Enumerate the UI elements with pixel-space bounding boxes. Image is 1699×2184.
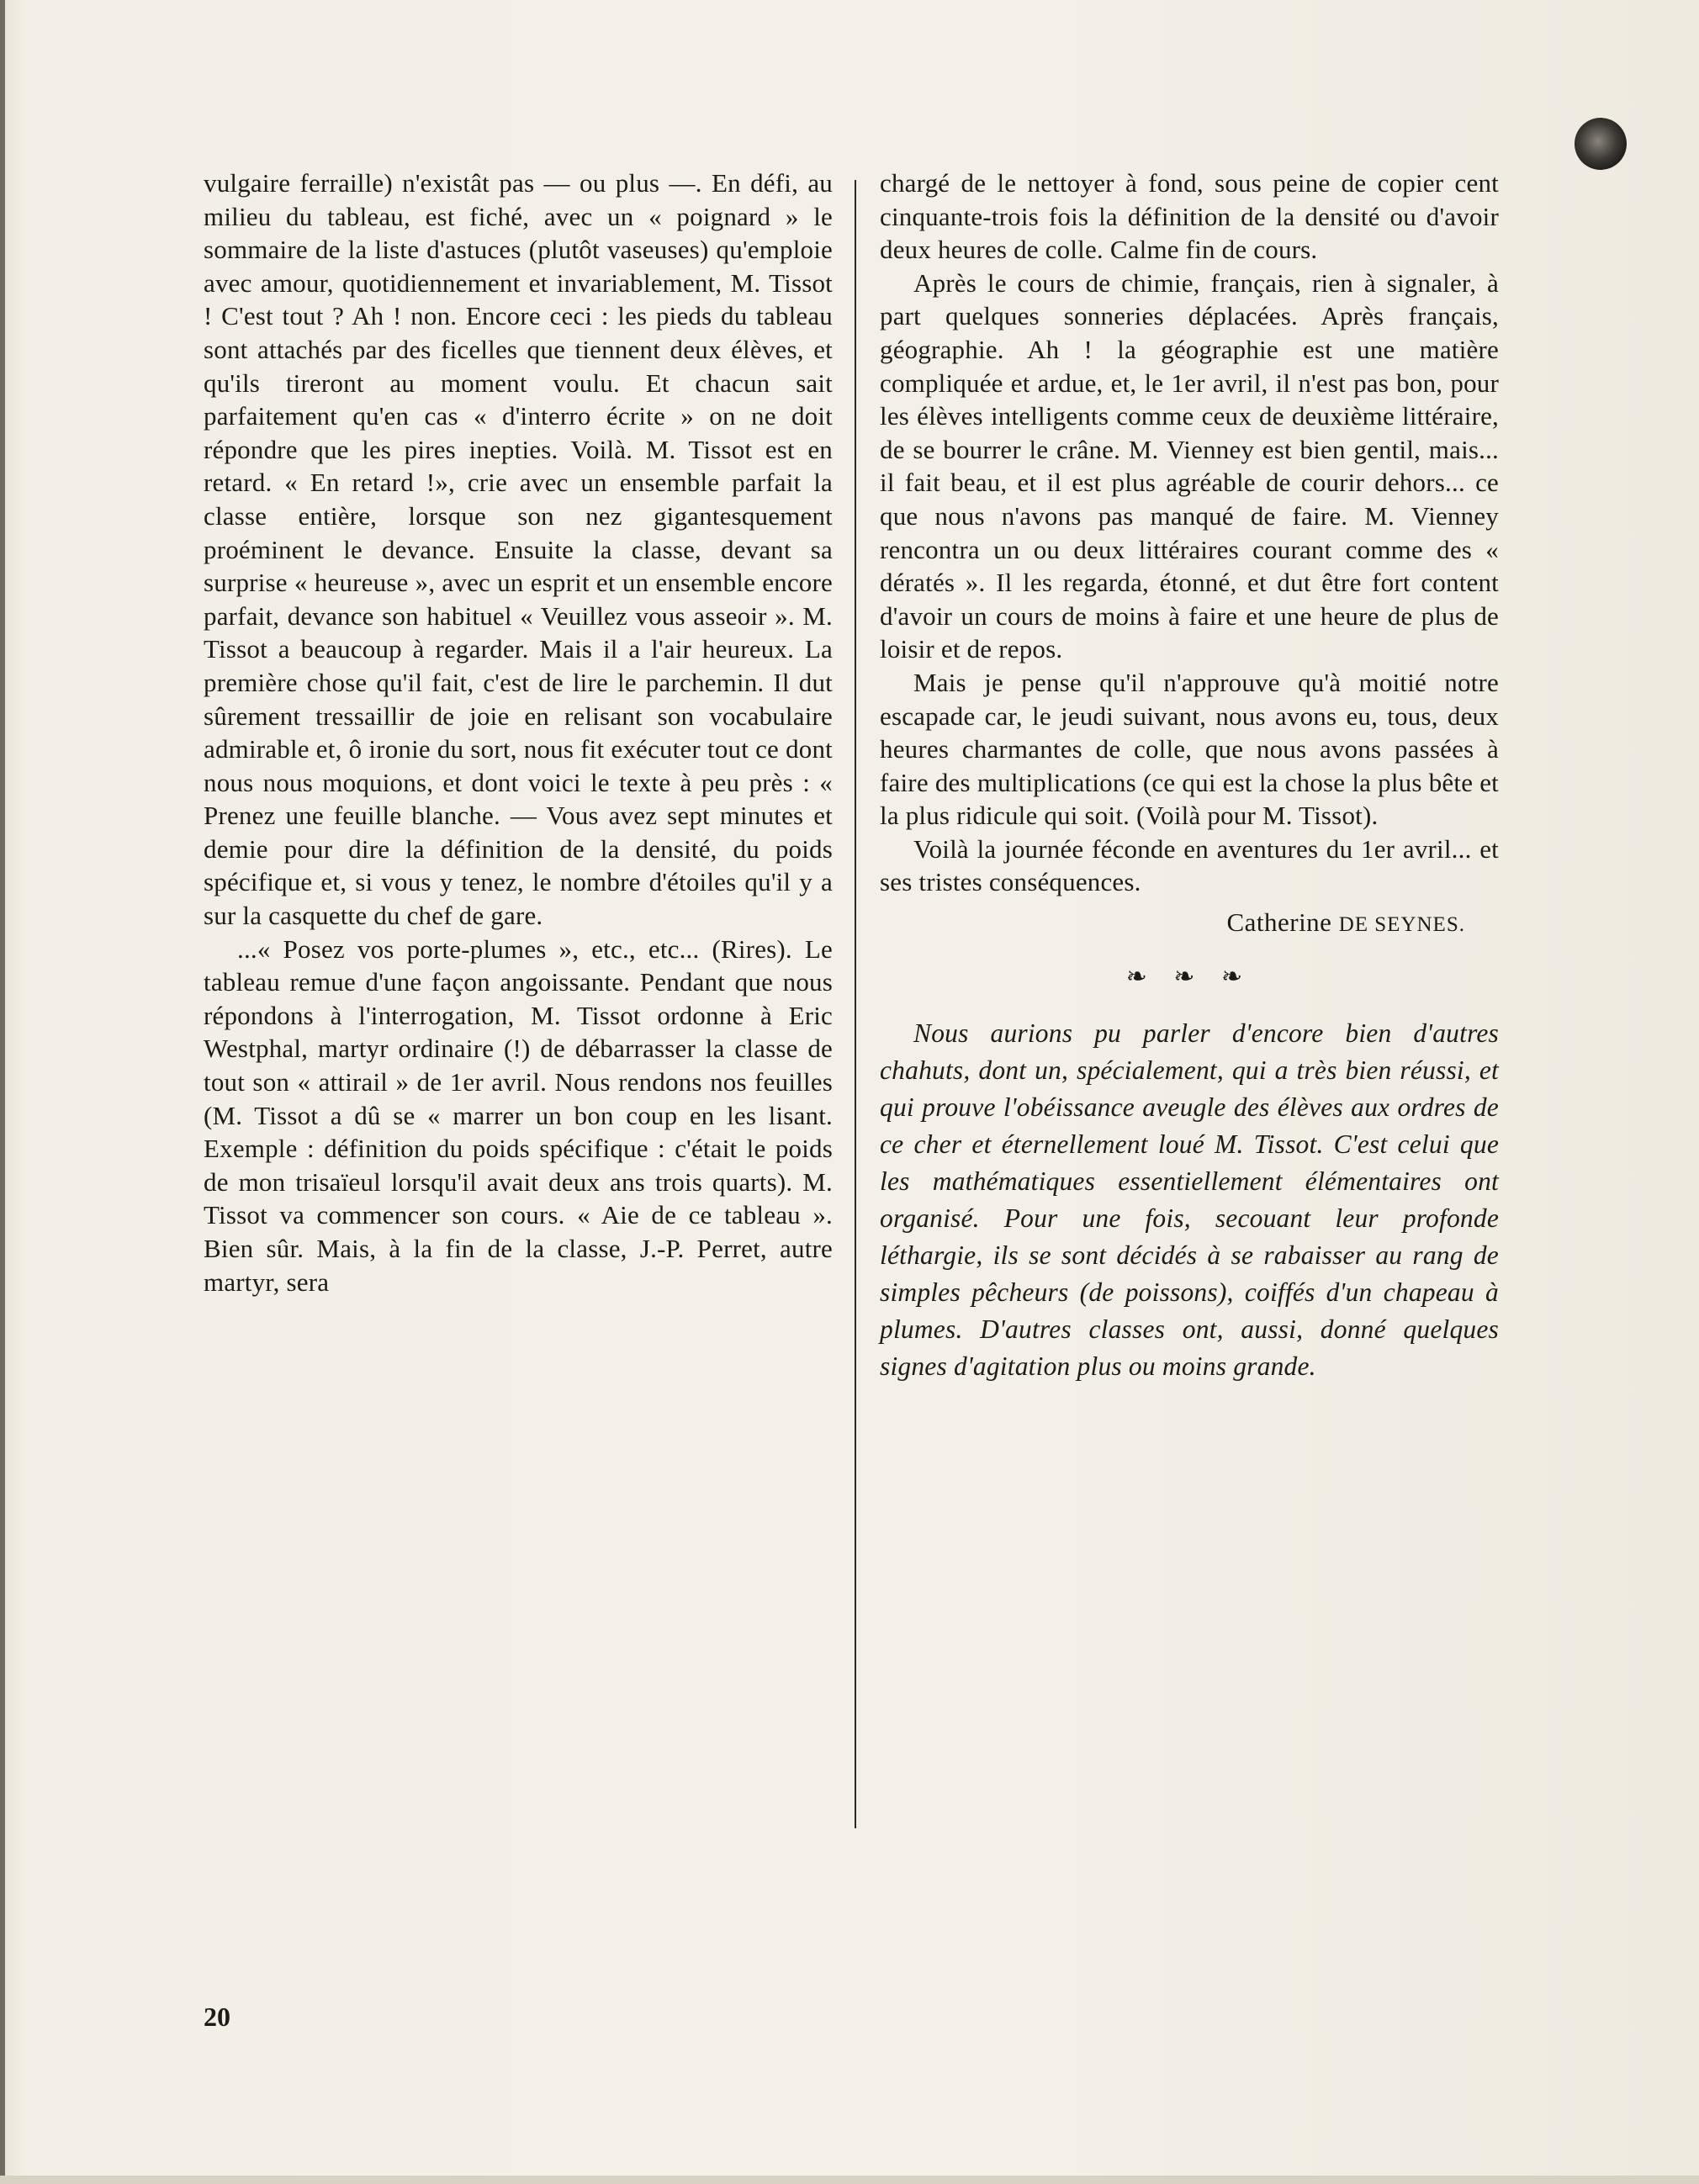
punch-hole [1575, 118, 1627, 170]
page-binding-edge [0, 0, 5, 2184]
right-paragraph-3: Mais je pense qu'il n'approuve qu'à moitié notre escapade car, le jeudi suivant, nous avons eu, tous, deux heures charmantes de colle, que nous avons passées à faire des multiplications (ce qui est la chose la plus bête et la plus ridicule qui soit. (Voilà pour M. Tissot). [880, 667, 1499, 831]
section-ornament: ❧ ❧ ❧ [1125, 962, 1253, 991]
left-paragraph-2: ...« Posez vos porte-plumes », etc., etc... (Rires). Le tableau remue d'une façon angoissante. Pendant que nous répondons à l'interrogation, M. Tissot ordonne à Eric Westphal, martyr ordinaire (!) de débarrasser la classe de tout son « attirail » de 1er avril. Nous rendons nos feuilles (M. Tissot a dû se « marrer un bon coup en les lisant. Exemple : définition du poids spécifique : c'était le poids de mon trisaïeul lorsqu'il avait deux ans trois quarts). M. Tissot va commencer son cours. « Aie de ce tableau ». Bien sûr. Mais, à la fin de la classe, J.-P. Perret, autre martyr, sera [204, 933, 833, 1297]
column-divider [855, 180, 856, 1828]
author-last-name: DE SEYNES. [1338, 913, 1465, 937]
right-paragraph-1: chargé de le nettoyer à fond, sous peine de copier cent cinquante-trois fois la définition de la densité ou d'avoir deux heures de colle. Calme fin de cours. [880, 168, 1499, 265]
right-text-column [880, 167, 1499, 1385]
right-paragraph-4: Voilà la journée féconde en aventures du 1er avril... et ses tristes conséquences. [880, 833, 1499, 897]
editorial-note: Nous aurions pu parler d'encore bien d'autres chahuts, dont un, spécialement, qui a très bien réussi, et qui prouve l'obéissance aveugle des élèves aux ordres de ce cher et éternellement loué M. Tissot. C'est celui que les mathématiques essentiellement élémentaires ont organisé. Pour une fois, secouant leur profonde léthargie, ils se sont décidés à se rabaisser au rang de simples pêcheurs (de poissons), coiffés d'un chapeau à plumes. D'autres classes ont, aussi, donné quelques signes d'agitation plus ou moins grande. [880, 1018, 1499, 1382]
page-bottom-edge [0, 2176, 1699, 2184]
page-number: 20 [204, 2002, 230, 2032]
left-text-column [204, 167, 833, 1298]
author-signature [880, 906, 1499, 942]
right-paragraph-2: Après le cours de chimie, français, rien à signaler, à part quelques sonneries déplacées. Après français, géographie. Ah ! la géographie est une matière compliquée et ardue, et, le 1er avril, il n'est pas bon, pour les élèves intelligents comme ceux de deuxième littéraire, de se bourrer le crâne. M. Vienney est bien gentil, mais... il fait beau, et il est plus agréable de courir dehors... ce que nous n'avons pas manqué de faire. M. Vienney rencontra un ou deux littéraires courant comme des « dératés ». Il les regarda, étonné, et dut être fort content d'avoir un cours de moins à faire et une heure de plus de loisir et de repos. [880, 267, 1499, 664]
left-paragraph-1: vulgaire ferraille) n'existât pas — ou plus —. En défi, au milieu du tableau, est fiché, avec un « poignard » le sommaire de la liste d'astuces (plutôt vaseuses) qu'emploie avec amour, quotidiennement et invariablement, M. Tissot ! C'est tout ? Ah ! non. Encore ceci : les pieds du tableau sont attachés par des ficelles que tiennent deux élèves, et qu'ils tireront au moment voulu. Et chacun sait parfaitement qu'en cas « d'interro écrite » on ne doit répondre que les pires inepties. Voilà. M. Tissot est en retard. « En retard !», crie avec un ensemble parfait la classe entière, lorsque son nez gigantesquement proéminent le devance. Ensuite la classe, devant sa surprise « heureuse », avec un esprit et un ensemble encore parfait, devance son habituel « Veuillez vous asseoir ». M. Tissot a beaucoup à regarder. Mais il a l'air heureux. La première chose qu'il fait, c'est de lire le parchemin. Il dut sûrement tressaillir de joie en relisant son vocabulaire admirable et, ô ironie du sort, nous fit exécuter tout ce dont nous nous moquions, et dont voici le texte à peu près : « Prenez une feuille blanche. — Vous avez sept minutes et demie pour dire la définition de la densité, du poids spécifique et, si vous y tenez, le nombre d'étoiles qu'il y a sur la casquette du chef de gare. [204, 168, 833, 931]
author-first-name: Catherine [1226, 907, 1332, 938]
